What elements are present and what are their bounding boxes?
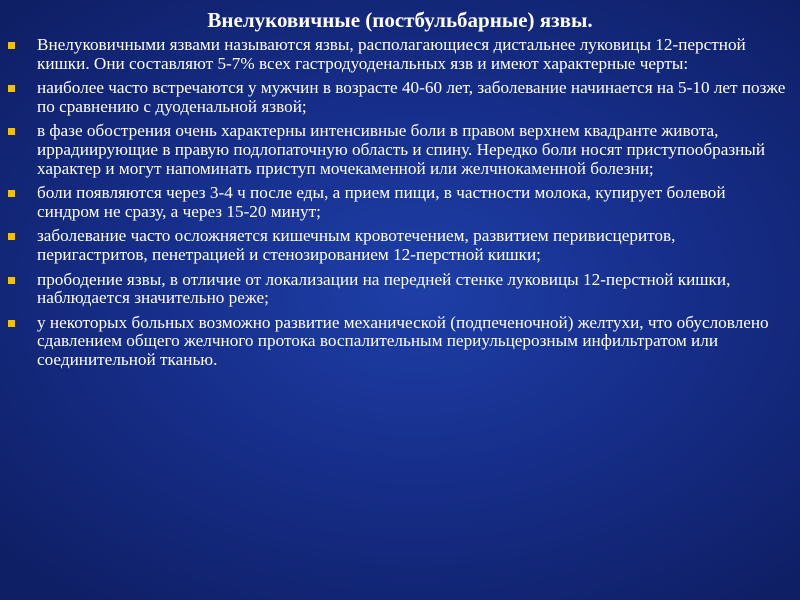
bullet-item <box>8 79 790 116</box>
bullet-item <box>8 184 790 221</box>
square-bullet-icon <box>8 85 15 92</box>
square-bullet-icon <box>8 190 15 197</box>
bullet-item <box>8 271 790 308</box>
bullet-text: в фазе обострения очень характерны интенсивные боли в правом верхнем квадранте живота, иррадиирующие в правую подлопаточную область и спину. Нередко боли носят приступообразный характер и могут напоминать приступ мочекаменной или желчнокаменной болезни; <box>37 121 766 178</box>
square-bullet-icon <box>8 320 15 327</box>
bullet-item <box>8 314 790 370</box>
bullet-item <box>8 36 790 73</box>
bullet-text: Внелуковичными язвами называются язвы, располагающиеся дистальнее луковицы 12-перстной кишки. Они составляют 5-7% всех гастродуоденальных язв и имеют характерные черты: <box>37 35 746 73</box>
bullet-text: прободение язвы, в отличие от локализации на передней стенке луковицы 12-перстной кишки, наблюдается значительно реже; <box>37 269 731 308</box>
bullet-item <box>8 122 790 178</box>
square-bullet-icon <box>8 233 15 240</box>
square-bullet-icon <box>8 42 15 49</box>
bullet-text: боли появляются через 3-4 ч после еды, а прием пищи, в частности молока, купирует болевой синдром не сразу, а через 15-20 минут; <box>37 183 726 221</box>
bullet-item <box>8 227 790 264</box>
bullet-list <box>8 36 790 376</box>
bullet-text: у некоторых больных возможно развитие механической (подпеченочной) желтухи, что обусловлено сдавлением общего желчного протока воспалительным периульцерозным инфильтратом или соединительной тканью. <box>37 312 769 369</box>
bullet-text: заболевание часто осложняется кишечным кровотечением, развитием перивисцеритов, перигастритов, пенетрацией и стенозированием 12-перстной кишки; <box>37 226 676 264</box>
square-bullet-icon <box>8 128 15 135</box>
square-bullet-icon <box>8 277 15 284</box>
bullet-text: наиболее часто встречаются у мужчин в возрасте 40-60 лет, заболевание начинается на 5-10 лет позже по сравнению с дуоденальной язвой; <box>37 78 786 116</box>
slide-title: Внелуковичные (постбульбарные) язвы. <box>207 8 593 32</box>
